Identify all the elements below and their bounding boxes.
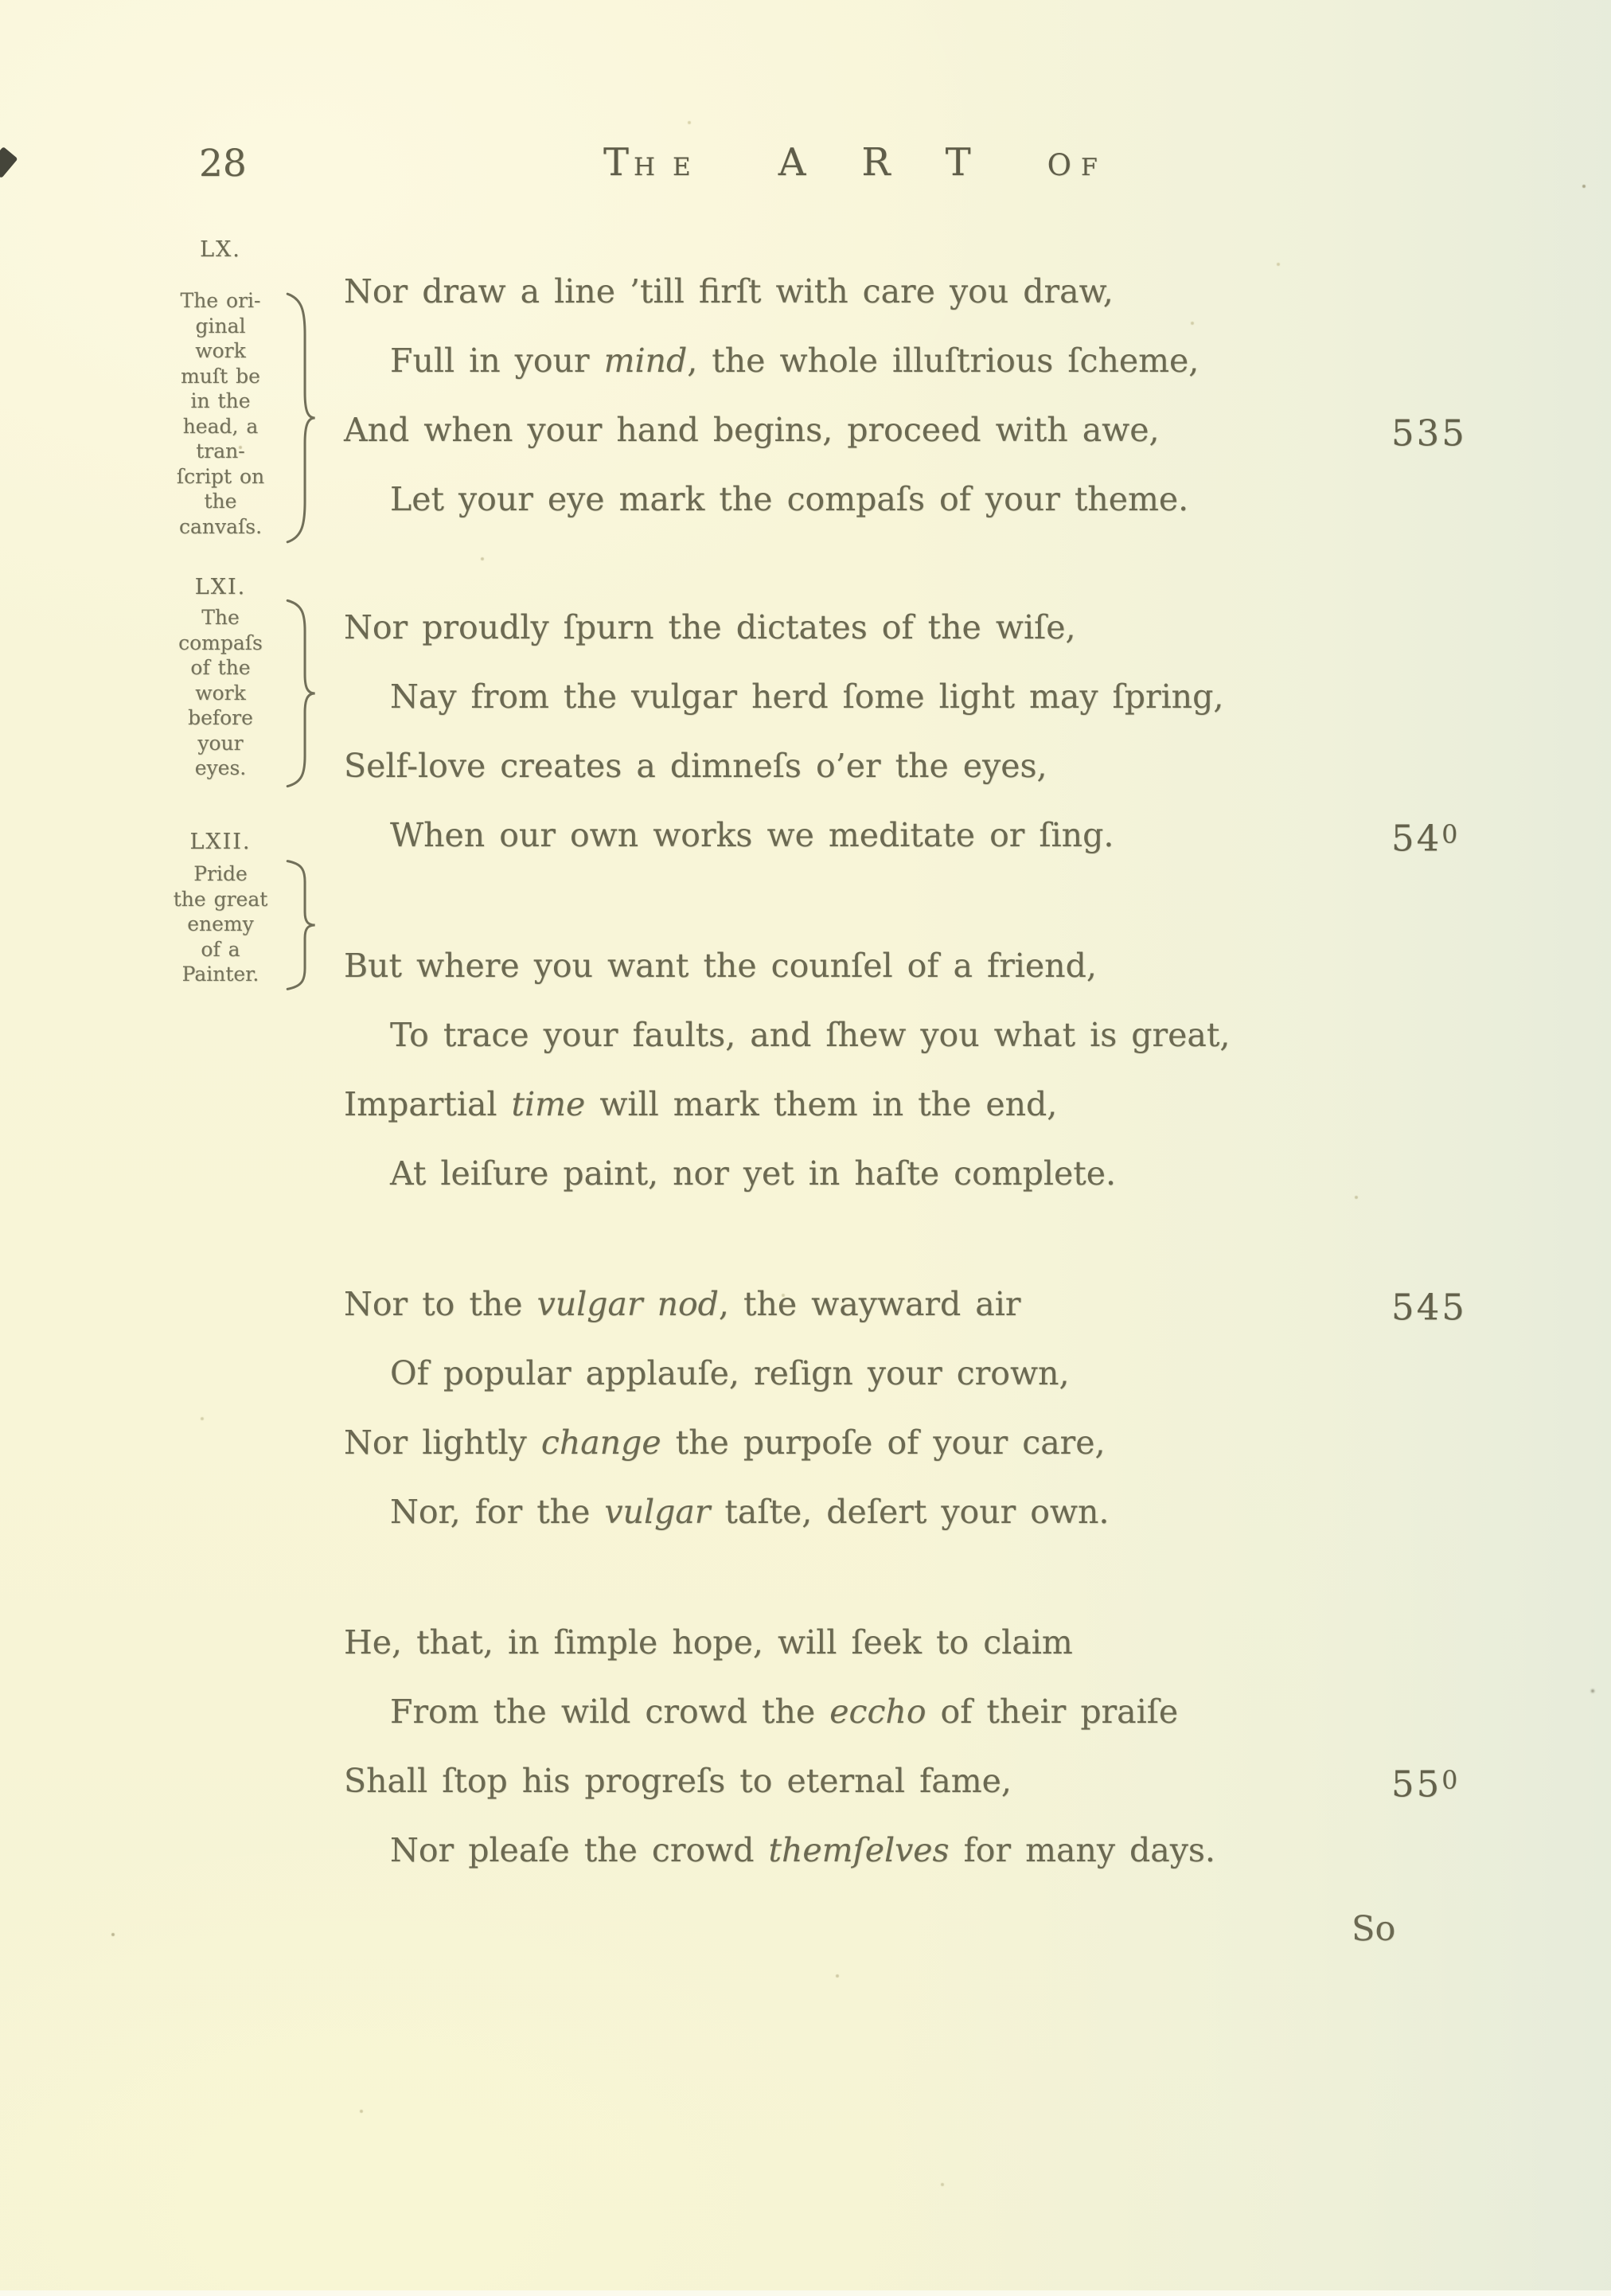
verse-line-number — [1391, 396, 1467, 467]
poem-text: Impartial — [344, 1085, 512, 1123]
margin-note-line: Pride — [193, 862, 248, 885]
paper-specks — [0, 0, 3, 3]
margin-note-lxi — [137, 605, 304, 781]
poem-line — [344, 732, 1458, 801]
poem-text: Nor pleaſe the crowd — [390, 1831, 769, 1869]
margin-note-line: the great — [173, 887, 268, 911]
margin-note-line: head, a — [182, 414, 259, 438]
poem-text: will mark them in the end, — [585, 1085, 1058, 1123]
verse-line-number — [1391, 1747, 1460, 1818]
stanza — [344, 1608, 1461, 1885]
poem-text: Of popular applauſe, reſign your crown, — [390, 1354, 1070, 1392]
margin-note-line: your — [197, 731, 244, 755]
running-title-the-rest: HE — [634, 153, 708, 182]
poem-line — [344, 1339, 1458, 1408]
poem-line — [344, 593, 1458, 662]
verse-line-number-main: 545 — [1391, 1286, 1467, 1329]
section-heading-lxi: LXI. — [194, 575, 247, 599]
margin-note-line: ſcript on — [176, 464, 265, 488]
poem-line — [344, 1677, 1458, 1747]
poem-text: Shall ſtop his progreſs to eternal fame, — [344, 1762, 1012, 1800]
margin-note-line: compaſs — [178, 631, 263, 654]
poem-text: , the wayward air — [718, 1285, 1021, 1323]
poem-text: Nor lightly — [344, 1423, 541, 1462]
catchword: So — [1352, 1909, 1396, 1949]
running-title-of-initial: O — [1047, 148, 1072, 182]
margin-note-line: of a — [201, 937, 240, 961]
margin-note-line: in the — [190, 389, 251, 412]
margin-note-lxii — [137, 861, 304, 987]
poem-text: Nor draw a line ’till firſt with care you draw, — [344, 272, 1114, 310]
poem-text-italic: eccho — [829, 1693, 926, 1731]
poem-line — [344, 1270, 1467, 1339]
poem-text: Nor to the — [344, 1285, 537, 1323]
poem-line — [344, 1608, 1458, 1677]
poem-text: When our own works we meditate or ſing. — [390, 816, 1114, 854]
poem-line — [344, 465, 1458, 534]
poem-text: Self-love creates a dimneſs o’er the eyes, — [344, 747, 1047, 785]
poem-line — [344, 1408, 1458, 1478]
poem-line — [344, 257, 1458, 326]
verse-line-number-main: 54 — [1391, 817, 1442, 860]
poem-text-italic: mind — [603, 342, 688, 380]
poem-line — [344, 396, 1467, 465]
stanza — [344, 931, 1458, 1209]
stanza — [344, 257, 1467, 534]
running-title-the-initial: T — [603, 140, 630, 185]
margin-note-line: eyes. — [194, 756, 247, 779]
section-heading-lxii: LXII. — [189, 830, 252, 854]
verse-line-number — [1391, 801, 1460, 873]
margin-note-line: canvaſs. — [178, 514, 263, 538]
margin-note-line: The — [201, 606, 240, 629]
poem-text-italic: vulgar nod — [536, 1285, 719, 1323]
poem-line — [344, 801, 1461, 870]
poem-line — [344, 1747, 1461, 1816]
verse-line-number-main: 535 — [1391, 412, 1467, 455]
section-heading-lx: LX. — [200, 237, 241, 262]
poem-text: for many days. — [949, 1831, 1215, 1869]
margin-note-line: work — [195, 339, 246, 362]
poem-text: the purpoſe of your care, — [661, 1423, 1106, 1462]
poem-line — [344, 1139, 1458, 1209]
margin-brace-lxii-icon — [280, 860, 317, 990]
margin-brace-lxi-icon — [280, 599, 317, 788]
poem-text-italic: themſelves — [768, 1831, 950, 1869]
margin-note-line: the — [204, 490, 237, 513]
poem-line — [344, 1001, 1458, 1070]
poem-text: Nor proudly ſpurn the dictates of the wiſe, — [344, 608, 1076, 646]
poem-text: Let your eye mark the compaſs of your theme. — [390, 480, 1189, 518]
poem-text: , the whole illuſtrious ſcheme, — [687, 342, 1199, 380]
poem-line — [344, 326, 1458, 396]
margin-note-line: enemy — [187, 912, 254, 935]
verse-line-number-sup: 0 — [1441, 1767, 1461, 1795]
scan-edge-mark — [0, 146, 18, 178]
poem-text: To trace your faults, and ſhew you what is great, — [390, 1016, 1231, 1054]
margin-note-line: The ori- — [180, 289, 261, 312]
poem-line — [344, 931, 1458, 1001]
running-title-of-rest: F — [1081, 154, 1098, 182]
poem-text: taſte, deſert your own. — [710, 1493, 1110, 1531]
margin-note-line: of the — [190, 656, 251, 679]
stanza — [344, 593, 1461, 870]
poem-text: But where you want the counſel of a friend, — [344, 947, 1097, 985]
poem-text-italic: change — [540, 1423, 661, 1462]
margin-note-line: ginal — [195, 314, 246, 338]
page-number: 28 — [199, 142, 247, 185]
poem-line — [344, 1070, 1458, 1139]
poem-text: He, that, in ſimple hope, will ſeek to claim — [344, 1623, 1073, 1661]
margin-note-line: Painter. — [181, 963, 259, 986]
poem-text: And when your hand begins, proceed with awe, — [344, 411, 1160, 449]
running-title — [603, 140, 1098, 185]
poem-line — [344, 1816, 1458, 1885]
poem-text: Full in your — [390, 342, 604, 380]
poem-text: At leiſure paint, nor yet in haſte complete. — [390, 1154, 1117, 1193]
poem-text: Nor, for the — [390, 1493, 605, 1531]
poem-text-italic: vulgar — [604, 1493, 711, 1531]
margin-note-lx — [137, 288, 304, 539]
margin-note-line: tran- — [196, 439, 245, 463]
poem-text: From the wild crowd the — [390, 1693, 830, 1731]
stanza — [344, 1270, 1467, 1547]
poem-line — [344, 662, 1458, 732]
poem-text: Nay from the vulgar herd ſome light may ſpring, — [390, 677, 1224, 716]
poem-text-italic: time — [511, 1085, 586, 1123]
margin-note-line: work — [195, 681, 246, 705]
margin-note-line: before — [188, 706, 253, 729]
poem-line — [344, 1478, 1458, 1547]
verse-line-number — [1391, 1270, 1467, 1341]
poem-text: of their praiſe — [926, 1693, 1179, 1731]
verse-line-number-sup: 0 — [1441, 821, 1461, 849]
margin-note-line: muſt be — [181, 364, 260, 388]
margin-brace-lx-icon — [280, 291, 317, 545]
verse-line-number-main: 55 — [1391, 1763, 1442, 1806]
running-title-art: ART — [778, 140, 1027, 185]
